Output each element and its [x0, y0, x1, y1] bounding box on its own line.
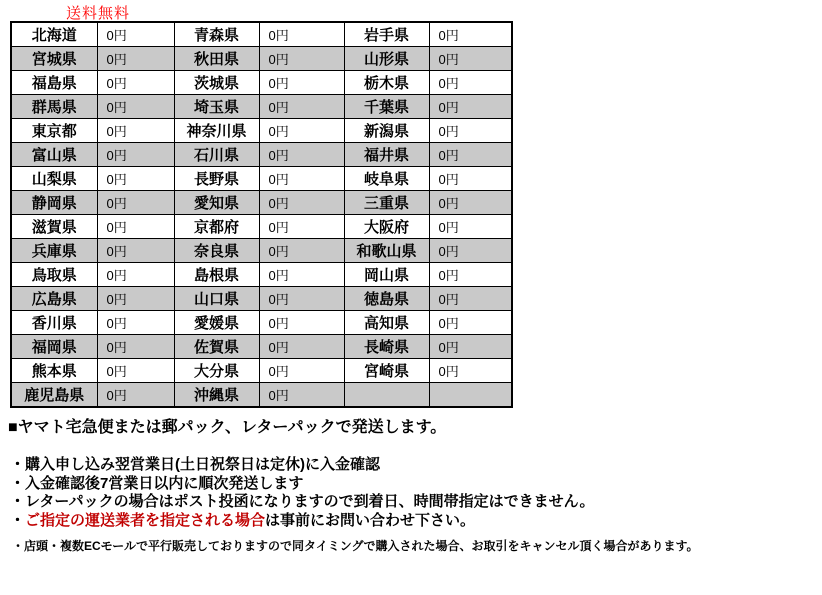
prefecture-cell: 佐賀県 [174, 335, 259, 359]
fee-cell: 0円 [97, 287, 174, 311]
note-letterpack: ・レターパックの場合はポスト投函になりますので到着日、時間帯指定はできません。 [10, 493, 595, 510]
prefecture-cell: 大阪府 [344, 215, 429, 239]
fee-cell: 0円 [429, 215, 512, 239]
prefecture-cell: 沖縄県 [174, 383, 259, 408]
fee-cell: 0円 [259, 263, 344, 287]
prefecture-cell: 兵庫県 [11, 239, 97, 263]
fee-cell: 0円 [259, 359, 344, 383]
prefecture-cell: 青森県 [174, 22, 259, 47]
shipping-fee-table [10, 21, 513, 408]
prefecture-cell: 山形県 [344, 47, 429, 71]
table-row [11, 215, 512, 239]
table-row [11, 167, 512, 191]
table-row [11, 143, 512, 167]
fee-cell: 0円 [429, 119, 512, 143]
prefecture-cell: 岩手県 [344, 22, 429, 47]
prefecture-cell: 東京都 [11, 119, 97, 143]
prefecture-cell: 富山県 [11, 143, 97, 167]
prefecture-cell: 神奈川県 [174, 119, 259, 143]
fee-cell: 0円 [429, 263, 512, 287]
fee-cell: 0円 [97, 167, 174, 191]
prefecture-cell: 茨城県 [174, 71, 259, 95]
fee-cell: 0円 [429, 191, 512, 215]
prefecture-cell: 福島県 [11, 71, 97, 95]
fee-cell: 0円 [259, 47, 344, 71]
fee-cell: 0円 [429, 359, 512, 383]
prefecture-cell: 栃木県 [344, 71, 429, 95]
prefecture-cell: 岡山県 [344, 263, 429, 287]
prefecture-cell: 静岡県 [11, 191, 97, 215]
note-payment-confirmation: ・購入申し込み翌営業日(土日祝祭日は定休)に入金確認 [10, 456, 380, 473]
note-carrier-bullet: ・ [10, 511, 26, 529]
note-parallel-sales: ・店頭・複数ECモールで平行販売しておりますので同タイミングで購入された場合、お取引をキャンセル頂く場合があります。 [12, 539, 699, 553]
table-row [11, 335, 512, 359]
prefecture-cell: 香川県 [11, 311, 97, 335]
shipping-fee-table-body [11, 22, 512, 407]
fee-cell: 0円 [97, 383, 174, 408]
note-shipping-schedule: ・入金確認後7営業日以内に順次発送します [10, 474, 304, 492]
prefecture-cell: 奈良県 [174, 239, 259, 263]
prefecture-cell: 広島県 [11, 287, 97, 311]
fee-cell: 0円 [259, 95, 344, 119]
prefecture-cell: 熊本県 [11, 359, 97, 383]
fee-cell: 0円 [259, 143, 344, 167]
fee-cell: 0円 [259, 22, 344, 47]
fee-cell: 0円 [97, 359, 174, 383]
fee-cell: 0円 [259, 71, 344, 95]
prefecture-cell: 和歌山県 [344, 239, 429, 263]
fee-cell: 0円 [97, 191, 174, 215]
prefecture-cell: 愛媛県 [174, 311, 259, 335]
table-row [11, 22, 512, 47]
note-carrier-highlight: ご指定の運送業者を指定される場合 [25, 511, 266, 529]
prefecture-cell: 島根県 [174, 263, 259, 287]
table-row [11, 71, 512, 95]
note-carrier-rest: は事前にお問い合わせ下さい。 [265, 511, 476, 529]
prefecture-cell: 長崎県 [344, 335, 429, 359]
prefecture-cell: 宮崎県 [344, 359, 429, 383]
fee-cell: 0円 [429, 239, 512, 263]
table-row [11, 239, 512, 263]
table-row [11, 119, 512, 143]
fee-cell: 0円 [97, 22, 174, 47]
prefecture-cell: 高知県 [344, 311, 429, 335]
fee-cell: 0円 [259, 191, 344, 215]
prefecture-cell: 鳥取県 [11, 263, 97, 287]
prefecture-cell: 三重県 [344, 191, 429, 215]
fee-cell: 0円 [259, 335, 344, 359]
fee-cell: 0円 [429, 311, 512, 335]
fee-cell: 0円 [97, 47, 174, 71]
prefecture-cell: 長野県 [174, 167, 259, 191]
fee-cell: 0円 [429, 95, 512, 119]
prefecture-cell: 北海道 [11, 22, 97, 47]
prefecture-cell: 群馬県 [11, 95, 97, 119]
prefecture-cell: 滋賀県 [11, 215, 97, 239]
table-row [11, 47, 512, 71]
free-shipping-label: 送料無料 [66, 5, 131, 22]
fee-cell: 0円 [97, 239, 174, 263]
prefecture-cell: 埼玉県 [174, 95, 259, 119]
prefecture-cell: 山梨県 [11, 167, 97, 191]
fee-cell: 0円 [259, 383, 344, 408]
prefecture-cell: 福岡県 [11, 335, 97, 359]
fee-cell: 0円 [259, 215, 344, 239]
fee-cell: 0円 [97, 215, 174, 239]
fee-cell: 0円 [259, 119, 344, 143]
note-carrier-request [10, 512, 595, 531]
table-row [11, 287, 512, 311]
table-row [11, 263, 512, 287]
prefecture-cell: 石川県 [174, 143, 259, 167]
fee-cell: 0円 [97, 143, 174, 167]
table-row [11, 95, 512, 119]
fee-cell: 0円 [97, 335, 174, 359]
shipping-notes-list [10, 456, 595, 530]
fee-cell: 0円 [97, 71, 174, 95]
table-row [11, 359, 512, 383]
fee-cell: 0円 [97, 311, 174, 335]
fee-cell: 0円 [259, 287, 344, 311]
table-row [11, 191, 512, 215]
prefecture-cell: 新潟県 [344, 119, 429, 143]
prefecture-cell: 秋田県 [174, 47, 259, 71]
prefecture-cell: 福井県 [344, 143, 429, 167]
fee-cell: 0円 [429, 335, 512, 359]
fee-cell: 0円 [429, 287, 512, 311]
fee-cell [429, 383, 512, 408]
fee-cell: 0円 [429, 167, 512, 191]
fee-cell: 0円 [97, 119, 174, 143]
prefecture-cell [344, 383, 429, 408]
fee-cell: 0円 [259, 311, 344, 335]
prefecture-cell: 徳島県 [344, 287, 429, 311]
fee-cell: 0円 [429, 143, 512, 167]
fee-cell: 0円 [429, 22, 512, 47]
prefecture-cell: 山口県 [174, 287, 259, 311]
table-row [11, 311, 512, 335]
fee-cell: 0円 [429, 71, 512, 95]
prefecture-cell: 千葉県 [344, 95, 429, 119]
fee-cell: 0円 [429, 47, 512, 71]
shipping-method-note: ■ヤマト宅急便または郵パック、レターパックで発送します。 [8, 419, 447, 436]
fee-cell: 0円 [97, 263, 174, 287]
prefecture-cell: 大分県 [174, 359, 259, 383]
table-row [11, 383, 512, 408]
prefecture-cell: 愛知県 [174, 191, 259, 215]
fee-cell: 0円 [259, 167, 344, 191]
prefecture-cell: 鹿児島県 [11, 383, 97, 408]
fee-cell: 0円 [97, 95, 174, 119]
prefecture-cell: 岐阜県 [344, 167, 429, 191]
fee-cell: 0円 [259, 239, 344, 263]
prefecture-cell: 京都府 [174, 215, 259, 239]
prefecture-cell: 宮城県 [11, 47, 97, 71]
